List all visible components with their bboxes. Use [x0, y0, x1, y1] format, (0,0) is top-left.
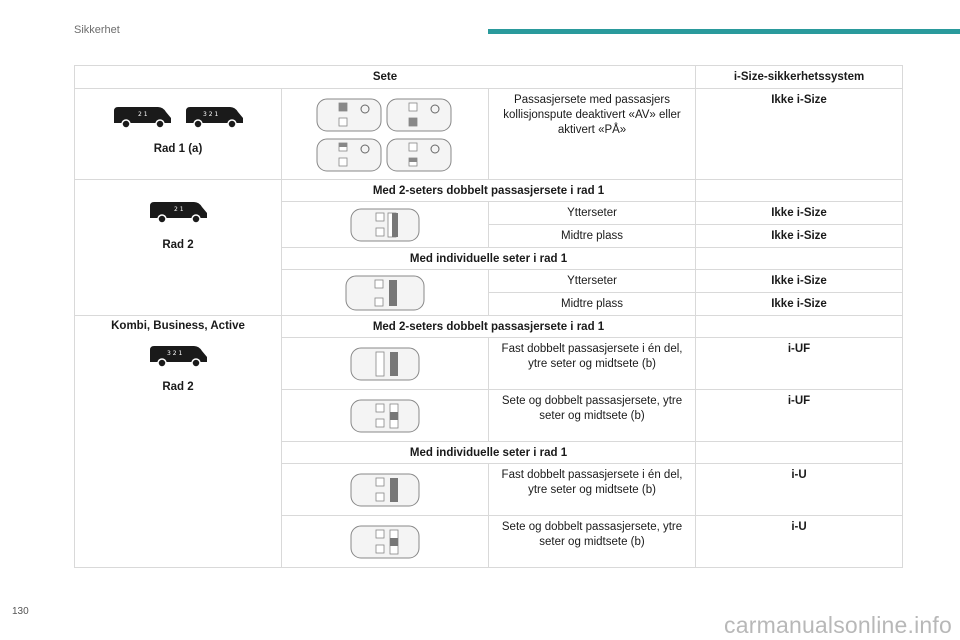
table-row — [75, 180, 903, 202]
table-row: Ytterseter Ikke i-Size — [75, 202, 903, 225]
seat-diagram-cell — [282, 338, 489, 390]
seat-layout-icon — [345, 275, 425, 311]
seat-diagram-cell — [282, 464, 489, 516]
van-icon — [183, 103, 245, 129]
row1-vehicle-cell — [75, 89, 282, 180]
row1-seat-diagrams — [282, 89, 489, 180]
table-row: Midtre plass Ikke i-Size — [75, 293, 903, 316]
group-title: Med 2-seters dobbelt passasjersete i rad 1 — [282, 180, 696, 202]
table-row: Fast dobbelt passasjersete i én del, ytre seter og midtsete (b) i-UF — [75, 338, 903, 390]
table-row: Ytterseter Ikke i-Size — [75, 270, 903, 293]
row1-isize: Ikke i-Size — [696, 89, 903, 180]
seat-compatibility-table — [74, 65, 903, 568]
seat-diagram-cell — [282, 516, 489, 568]
row3-vehicle-cell — [75, 316, 282, 568]
row-label: Rad 2 — [162, 381, 194, 393]
table-row — [75, 89, 903, 180]
van-icon — [145, 198, 211, 224]
van-icon — [147, 342, 209, 368]
seat-layout-icon — [350, 347, 420, 381]
seat-layout-icon — [350, 399, 420, 433]
table-row: Sete og dobbelt passasjersete, ytre seter og midtsete (b) i-U — [75, 516, 903, 568]
seat-layout-icon — [350, 473, 420, 507]
row1-description: Passasjersete med passasjers kollisjonspute deaktivert «AV» eller aktivert «PÅ» — [489, 89, 696, 180]
table-row — [75, 316, 903, 338]
seat-diagram-cell — [282, 270, 489, 316]
table-header-row — [75, 66, 903, 89]
section-title: Sikkerhet — [74, 24, 120, 36]
seat-layout-icon — [315, 97, 455, 173]
svg-text:2 1: 2 1 — [138, 111, 148, 118]
row2-vehicle-cell — [75, 180, 282, 316]
page-number: 130 — [12, 606, 29, 617]
seat-layout-icon — [350, 208, 420, 242]
svg-text:2 1: 2 1 — [174, 206, 184, 213]
seat-diagram-cell — [282, 390, 489, 442]
group-title: Med individuelle seter i rad 1 — [282, 248, 696, 270]
header-accent-bar — [488, 29, 960, 34]
van-icon — [111, 103, 173, 129]
svg-text:3 2 1: 3 2 1 — [203, 111, 219, 118]
group-title: Med 2-seters dobbelt passasjersete i rad 1 — [282, 316, 696, 338]
seat-layout-icon — [350, 525, 420, 559]
row-label: Rad 2 — [162, 239, 194, 251]
column-header-isize: i-Size-sikkerhetssystem — [696, 66, 903, 89]
svg-text:3 2 1: 3 2 1 — [167, 350, 183, 357]
seat-diagram-cell — [282, 202, 489, 248]
row-label: Rad 1 (a) — [153, 143, 203, 155]
watermark: carmanualsonline.info — [724, 612, 952, 638]
column-header-seat: Sete — [75, 66, 696, 89]
table-row: Sete og dobbelt passasjersete, ytre seter og midtsete (b) i-UF — [75, 390, 903, 442]
group-title: Med individuelle seter i rad 1 — [282, 442, 696, 464]
table-row: Midtre plass Ikke i-Size — [75, 225, 903, 248]
table-row: Fast dobbelt passasjersete i én del, ytre seter og midtsete (b) i-U — [75, 464, 903, 516]
row-title: Kombi, Business, Active — [111, 320, 245, 332]
